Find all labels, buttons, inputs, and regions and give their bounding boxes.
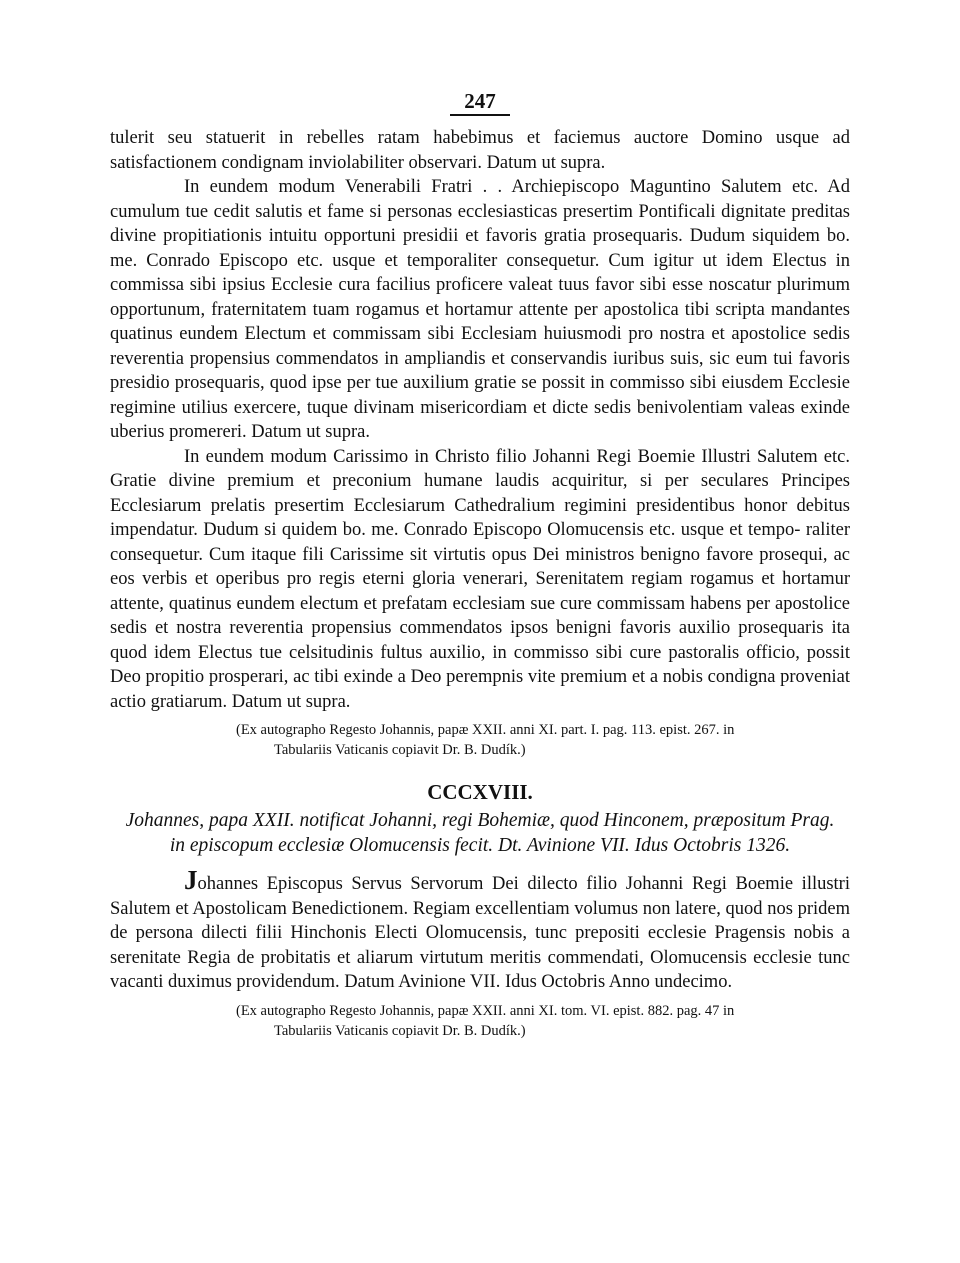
source-note-2 [110, 1001, 850, 1041]
document-body [110, 865, 850, 995]
document-heading-line2: in episcopum ecclesiæ Olomucensis fecit. Dt. Avinione VII. Idus Octobris 1326. [169, 835, 791, 856]
page-number-text: 247 [450, 88, 510, 116]
document-body-text: ohannes Episcopus Servus Servorum Dei dilecto filio Johanni Regi Boemie illustri Salutem et Apostolicam Benedictionem. Regiam excellentiam volumus non latere, quod nos pridem de persona dilecti filii Hinchonis Electi Olomucensis, tunc prepositi ecclesie Pragensis nobis a serenitate Regia de probitatis et aliarum virtutum meritis commendati, Olomucensis ecclesie tunc vacanti duximus providendum. Datum Avinione VII. Idus Octobris Anno undecimo. [110, 874, 850, 992]
document-body-initial: J [184, 865, 198, 895]
paragraph-king-letter: In eundem modum Carissimo in Christo filio Johanni Regi Boemie Illustri Salutem etc. Gratie divine premium et preconium humane laudis acquiritur, si per seculares Principes Ecclesiarum prelatis presertim Ecclesiarum Cathedralium regimini presidentibus honor debitus impendatur. Dudum si quidem bo. me. Conrado Episcopo Olomucensis etc. usque et tempo- raliter consequetur. Cum itaque fili Carissime sit virtutis opus Dei ministros benigno favore prosequi, ac eos verbis et operibus pro regis eterni gloria venerari, Serenitatem regiam rogamus et hortamur attente, quatinus eundem electum et prefatam ecclesiam sue cure commissam habens per apostolice sedis et nostra reverentia propensius commendatos ipsos benigni favoris auxilio prosequaris ita quod idem Electus tue celsitudinis fultus auxilio, in commisso sibi cure pastoralis officio, possit Deo propitio prosperari, ac tibi exinde a Deo perempnis vite premium et a nobis condigna proveniat actio gratiarum. Datum ut supra. [110, 446, 850, 712]
source-note-2-line1: (Ex autographo Regesto Johannis, papæ XXII. anni XI. tom. VI. epist. 882. pag. 47 in [236, 1002, 735, 1019]
document-heading-line1: Johannes, papa XXII. notificat Johanni, regi Bohemiæ, quod Hinconem, præpositum Prag. [125, 810, 835, 831]
source-note-2-line2: Tabulariis Vaticanis copiavit Dr. B. Dudík.) [274, 1022, 526, 1039]
document-page [110, 88, 850, 1049]
document-heading [110, 808, 850, 858]
source-note-1 [110, 720, 850, 760]
page-number [110, 88, 850, 116]
paragraph-archbishop-letter: In eundem modum Venerabili Fratri . . Archiepiscopo Maguntino Salutem etc. Ad cumulum tue cedit salutis et fame si personas ecclesiasticas presertim Pontificali dignitate preditas divine propitiationis intuitu opportuni presidii et favoris gratia prosequaris. Dudum siquidem bo. me. Conrado Episcopo etc. usque et temporaliter consequetur. Cum igitur ut idem Electus in commissa sibi ipsius Ecclesie cura facilius proficere valeat tuus favor sibi esse noscatur plurimum opportunum, fraternitatem tuam rogamus et hortamur attente per apostolica tibi scripta mandantes quatinus eundem Electum et commissam sibi Ecclesiam huiusmodi pro nostra et apostolice sedis reverentia propensius commendatos in ampliandis et conservandis iuribus suis, sic eum tui favoris presidio prosequaris, quod ipse per tue auxilium gratie se possit in commisso sibi eiusdem Ecclesie regimine utilius exercere, tuque divinam misericordiam et dicte sedis benivolentiam valeas exinde uberius promereri. Datum ut supra. [110, 177, 850, 442]
paragraph-continuation: tulerit seu statuerit in rebelles ratam habebimus et faciemus auctore Domino usque ad satisfactionem condignam inviolabiliter observari. Datum ut supra. [110, 128, 850, 173]
source-note-1-line1: (Ex autographo Regesto Johannis, papæ XXII. anni XI. part. I. pag. 113. epist. 267. in [236, 722, 735, 738]
source-note-1-line2: Tabulariis Vaticanis copiavit Dr. B. Dudík.) [274, 742, 526, 758]
document-number: CCCXVIII. [427, 780, 533, 804]
